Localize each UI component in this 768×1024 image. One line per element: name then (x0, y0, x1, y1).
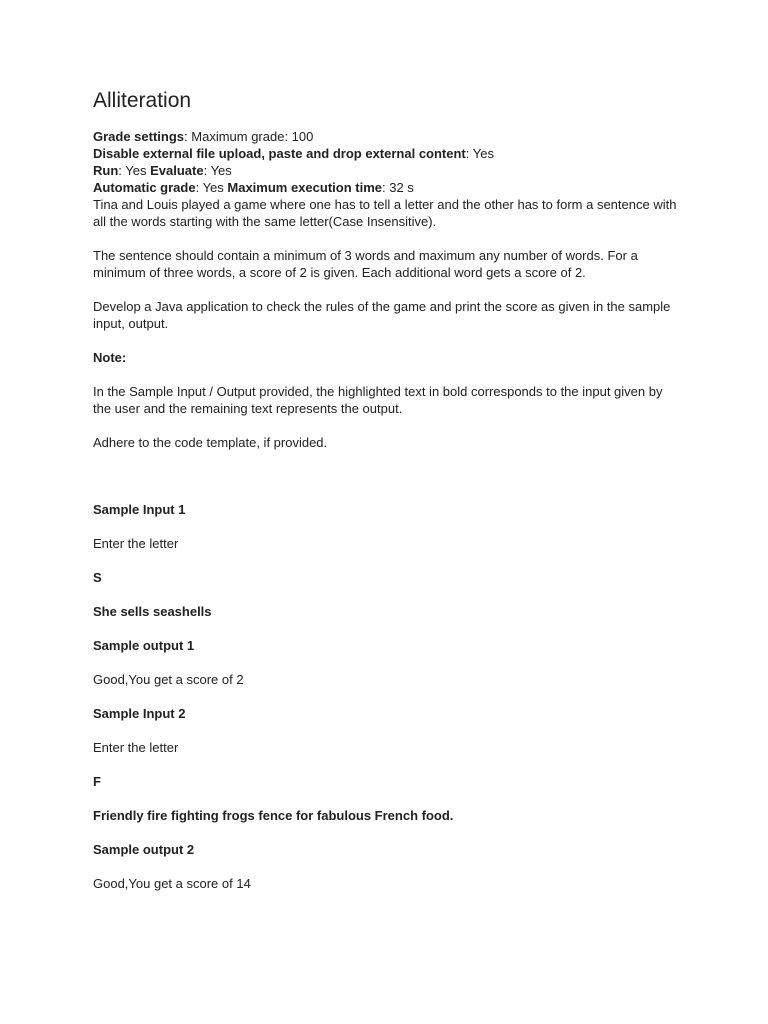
note-label (93, 349, 683, 366)
note-paragraph: In the Sample Input / Output provided, the highlighted text in bold corresponds to the input given by the user and the remaining text represents the output. (93, 384, 663, 416)
sample-input-2-sentence-text: Friendly fire fighting frogs fence for fabulous French food. (93, 808, 454, 823)
grade-settings-label: Grade settings (93, 129, 185, 144)
sample-input-2-heading-text: Sample Input 2 (93, 706, 186, 721)
document-page (93, 88, 683, 909)
evaluate-value: : Yes (203, 163, 232, 178)
max-execution-time-value: : 32 s (382, 180, 414, 195)
sample-output-2-heading-text: Sample output 2 (93, 842, 195, 857)
rules-paragraph: The sentence should contain a minimum of 3 words and maximum any number of words. For a minimum of three words, a score of 2 is given. Each additional word gets a score of 2. (93, 248, 638, 280)
disable-upload-label: Disable external file upload, paste and drop external content (93, 146, 466, 161)
page-title: Alliteration (93, 89, 192, 112)
sample-input-1-heading-text: Sample Input 1 (93, 502, 186, 517)
sample-output-2-heading (93, 841, 683, 858)
sample-input-1-prompt: Enter the letter (93, 536, 179, 551)
run-evaluate-line (93, 162, 683, 179)
automatic-grade-line (93, 179, 683, 196)
disable-upload-value: : Yes (465, 146, 494, 161)
intro-paragraph: Tina and Louis played a game where one has to tell a letter and the other has to form a sentence with all the words starting with the same letter(Case Insensitive). (93, 197, 677, 229)
run-label: Run (93, 163, 119, 178)
automatic-grade-label: Automatic grade (93, 180, 196, 195)
sample-input-1-sentence (93, 603, 683, 620)
sample-input-1-letter-text: S (93, 570, 102, 585)
note-heading: Note: (93, 350, 127, 365)
grade-settings-value: : Maximum grade: 100 (184, 129, 314, 144)
sample-input-1-heading (93, 501, 683, 518)
evaluate-label: Evaluate (150, 163, 204, 178)
section-spacer (93, 468, 683, 501)
disable-upload-line (93, 145, 683, 162)
sample-input-1-sentence-text: She sells seashells (93, 604, 212, 619)
develop-paragraph: Develop a Java application to check the rules of the game and print the score as given in the sample input, output. (93, 299, 671, 331)
automatic-grade-value: : Yes (195, 180, 228, 195)
adhere-paragraph: Adhere to the code template, if provided. (93, 435, 328, 450)
run-value: : Yes (118, 163, 151, 178)
max-execution-time-label: Maximum execution time (227, 180, 382, 195)
sample-input-2-sentence (93, 807, 683, 824)
sample-output-1-heading (93, 637, 683, 654)
sample-output-1-text: Good,You get a score of 2 (93, 672, 244, 687)
sample-output-2-text: Good,You get a score of 14 (93, 876, 251, 891)
sample-input-1-letter (93, 569, 683, 586)
sample-input-2-prompt: Enter the letter (93, 740, 179, 755)
sample-input-2-letter (93, 773, 683, 790)
sample-input-2-heading (93, 705, 683, 722)
grade-settings-line (93, 128, 683, 145)
sample-output-1-heading-text: Sample output 1 (93, 638, 195, 653)
sample-input-2-letter-text: F (93, 774, 101, 789)
